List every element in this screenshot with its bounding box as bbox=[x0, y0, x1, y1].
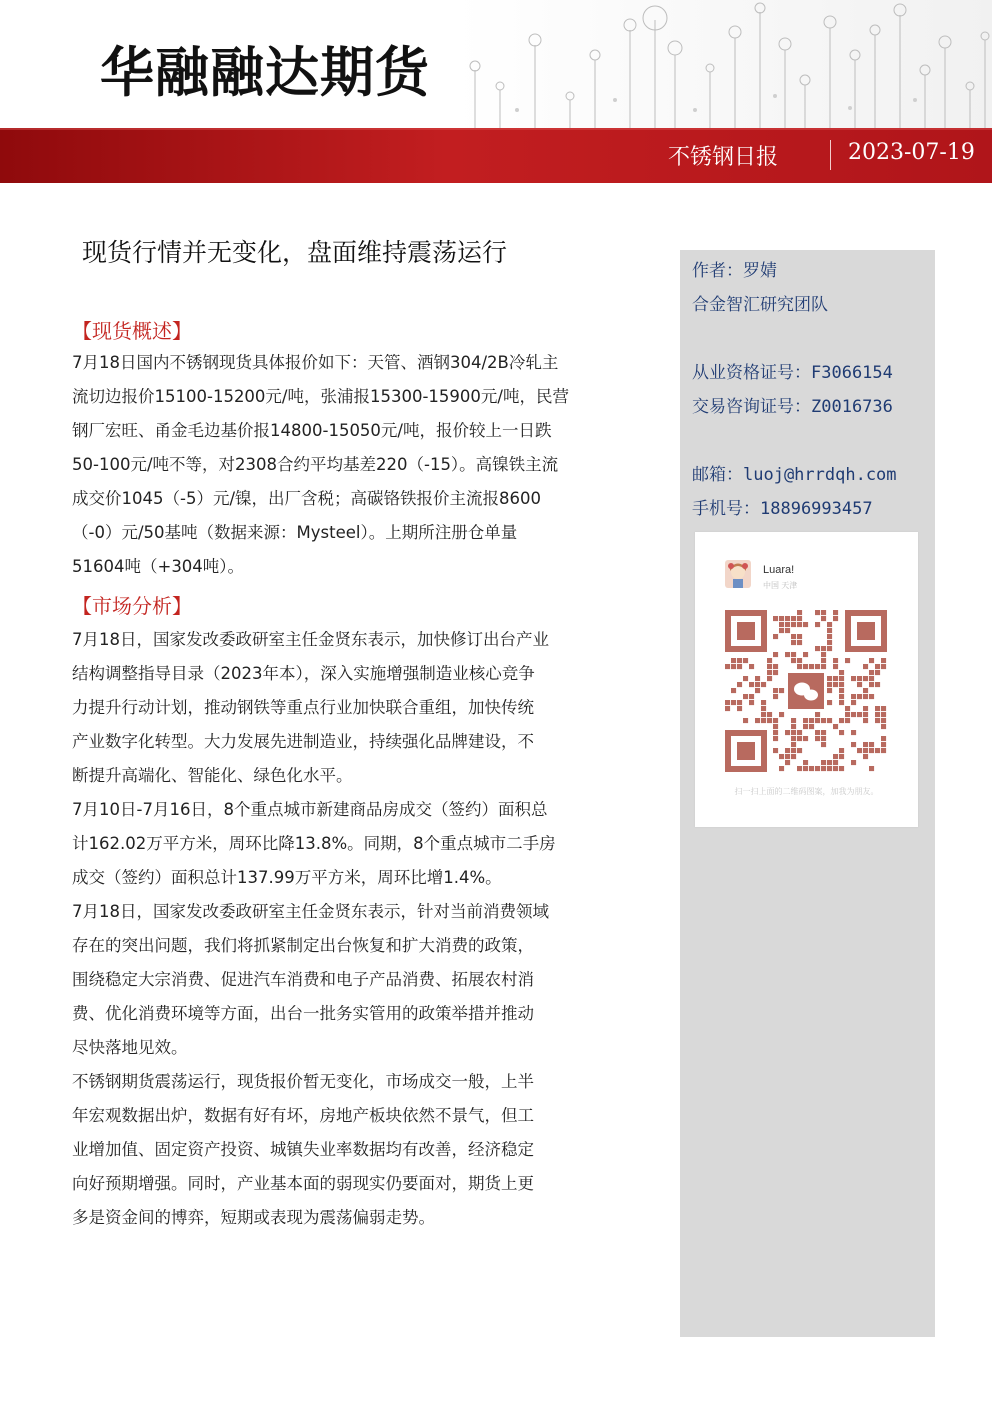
qr-module bbox=[779, 622, 784, 627]
qr-module bbox=[779, 766, 784, 771]
qr-module bbox=[791, 724, 796, 729]
qr-module bbox=[863, 694, 868, 699]
qr-module bbox=[785, 622, 790, 627]
report-type: 不锈钢日报 bbox=[668, 145, 779, 170]
market-paragraph-3 bbox=[72, 895, 617, 1065]
qr-module bbox=[779, 628, 784, 633]
qr-module bbox=[875, 706, 880, 711]
qr-module bbox=[815, 646, 820, 651]
qr-module bbox=[875, 682, 880, 687]
text-line: 力提升行动计划，推动钢铁等重点行业加快联合重组，加快传统 bbox=[72, 698, 534, 717]
qr-module bbox=[779, 712, 784, 717]
qr-module bbox=[851, 760, 856, 765]
text-line: 7月10日-7月16日，8个重点城市新建商品房成交（签约）面积总 bbox=[72, 800, 548, 819]
qr-module bbox=[773, 652, 778, 657]
qr-module bbox=[863, 664, 868, 669]
qr-module bbox=[863, 748, 868, 753]
author-name: 作者：罗婧 bbox=[692, 261, 777, 281]
qr-module bbox=[803, 760, 808, 765]
qr-module bbox=[767, 676, 772, 681]
qr-module bbox=[773, 748, 778, 753]
qr-module bbox=[839, 700, 844, 705]
qr-module bbox=[839, 730, 844, 735]
qr-module bbox=[785, 754, 790, 759]
qr-module bbox=[785, 616, 790, 621]
qr-module bbox=[737, 664, 742, 669]
qr-module bbox=[791, 718, 796, 723]
qr-module bbox=[779, 754, 784, 759]
qr-module bbox=[821, 658, 826, 663]
qr-module bbox=[803, 736, 808, 741]
qr-module bbox=[875, 718, 880, 723]
bar-highlight bbox=[0, 128, 992, 130]
qr-module bbox=[851, 712, 856, 717]
qr-module bbox=[821, 616, 826, 621]
qr-module bbox=[797, 610, 802, 615]
text-line: 流切边报价15100-15200元/吨，张浦报15300-15900元/吨，民营 bbox=[72, 387, 569, 406]
qr-module bbox=[791, 748, 796, 753]
qr-module bbox=[827, 634, 832, 639]
text-line: 业增加值、固定资产投资、城镇失业率数据均有改善，经济稳定 bbox=[72, 1140, 534, 1159]
qr-module bbox=[773, 736, 778, 741]
qr-module bbox=[797, 736, 802, 741]
market-paragraph-2 bbox=[72, 793, 617, 895]
qr-module bbox=[737, 706, 742, 711]
qr-module bbox=[845, 658, 850, 663]
qr-module bbox=[773, 694, 778, 699]
qr-module bbox=[827, 676, 832, 681]
qr-module bbox=[743, 676, 748, 681]
text-line: 向好预期增强。同时，产业基本面的弱现实仍要面对，期货上更 bbox=[72, 1174, 534, 1193]
qr-module bbox=[761, 712, 766, 717]
qr-module bbox=[875, 664, 880, 669]
wechat-qr-card bbox=[695, 532, 918, 827]
qr-module bbox=[773, 730, 778, 735]
text-line: 51604吨（+304吨）。 bbox=[72, 557, 245, 576]
wechat-bubble-icon bbox=[804, 690, 818, 701]
qr-module bbox=[803, 622, 808, 627]
qr-module bbox=[827, 646, 832, 651]
qr-module bbox=[743, 658, 748, 663]
wechat-region: 中国 天津 bbox=[763, 581, 798, 590]
text-line: 50-100元/吨不等，对2308合约平均基差220（-15）。高镍铁主流 bbox=[72, 455, 559, 474]
decorative-circles-graphic bbox=[455, 0, 992, 128]
text-line: 7月18日国内不锈钢现货具体报价如下：天管、酒钢304/2B冷轧主 bbox=[72, 353, 559, 372]
qr-module bbox=[833, 754, 838, 759]
market-paragraph-4 bbox=[72, 1065, 617, 1235]
qr-module bbox=[755, 682, 760, 687]
qr-module bbox=[827, 640, 832, 645]
qr-module bbox=[797, 748, 802, 753]
text-line: 7月18日，国家发改委政研室主任金贤东表示，针对当前消费领域 bbox=[72, 902, 549, 921]
qr-module bbox=[863, 676, 868, 681]
qr-module bbox=[815, 766, 820, 771]
text-line: 存在的突出问题，我们将抓紧制定出台恢复和扩大消费的政策， bbox=[72, 936, 534, 955]
text-line: 费、优化消费环境等方面，出台一批务实管用的政策举措并推动 bbox=[72, 1004, 534, 1023]
qr-module bbox=[791, 640, 796, 645]
qr-module bbox=[797, 730, 802, 735]
qr-module bbox=[761, 706, 766, 711]
qr-module bbox=[785, 748, 790, 753]
qr-module bbox=[725, 706, 730, 711]
qr-module bbox=[833, 664, 838, 669]
qr-module bbox=[833, 610, 838, 615]
qr-module bbox=[797, 658, 802, 663]
qr-module bbox=[809, 664, 814, 669]
text-line: 围绕稳定大宗消费、促进汽车消费和电子产品消费、拓展农村消 bbox=[72, 970, 534, 989]
text-line: （-0）元/50基吨（数据来源：Mysteel）。上期所注册仓单量 bbox=[72, 523, 518, 542]
qr-module bbox=[815, 712, 820, 717]
report-title-bar bbox=[0, 128, 992, 183]
qr-module bbox=[809, 724, 814, 729]
license-number: 从业资格证号：F3066154 bbox=[692, 363, 893, 383]
qr-module bbox=[791, 652, 796, 657]
text-line: 钢厂宏旺、甬金毛边基价报14800-15050元/吨，报价较上一日跌 bbox=[72, 421, 552, 440]
qr-module bbox=[773, 718, 778, 723]
qr-module bbox=[821, 718, 826, 723]
qr-module bbox=[833, 760, 838, 765]
qr-caption: 扫一扫上面的二维码图案，加我为朋友。 bbox=[734, 787, 879, 796]
qr-module bbox=[851, 730, 856, 735]
qr-module bbox=[773, 724, 778, 729]
wechat-name: Luara! bbox=[763, 564, 795, 576]
qr-module bbox=[749, 664, 754, 669]
qr-module bbox=[869, 742, 874, 747]
qr-module bbox=[821, 664, 826, 669]
text-line: 计162.02万平方米，周环比降13.8%。同期，8个重点城市二手房 bbox=[72, 834, 556, 853]
qr-module bbox=[779, 616, 784, 621]
qr-module bbox=[767, 718, 772, 723]
section-title-spot: 【现货概述】 bbox=[72, 319, 192, 343]
qr-module bbox=[797, 640, 802, 645]
qr-module bbox=[869, 766, 874, 771]
qr-module bbox=[875, 670, 880, 675]
qr-module bbox=[827, 700, 832, 705]
qr-module bbox=[845, 712, 850, 717]
qr-module bbox=[881, 664, 886, 669]
qr-module bbox=[881, 742, 886, 747]
qr-module bbox=[755, 676, 760, 681]
qr-module bbox=[791, 730, 796, 735]
avatar-girl-icon bbox=[725, 560, 751, 588]
qr-module bbox=[809, 766, 814, 771]
qr-module bbox=[797, 622, 802, 627]
text-line: 断提升高端化、智能化、绿色化水平。 bbox=[72, 766, 353, 785]
qr-module bbox=[725, 700, 730, 705]
qr-module bbox=[815, 736, 820, 741]
report-date: 2023-07-19 bbox=[848, 140, 975, 165]
section-title-market: 【市场分析】 bbox=[72, 594, 192, 618]
qr-module bbox=[863, 712, 868, 717]
qr-finder-inner bbox=[737, 742, 755, 760]
qr-module bbox=[731, 700, 736, 705]
qr-module bbox=[821, 760, 826, 765]
qr-module bbox=[785, 628, 790, 633]
qr-module bbox=[821, 730, 826, 735]
qr-module bbox=[839, 670, 844, 675]
wechat-qr-code[interactable] bbox=[725, 610, 887, 772]
qr-module bbox=[833, 676, 838, 681]
qr-module bbox=[881, 748, 886, 753]
qr-module bbox=[815, 610, 820, 615]
qr-module bbox=[821, 736, 826, 741]
qr-module bbox=[815, 622, 820, 627]
qr-module bbox=[821, 610, 826, 615]
qr-module bbox=[881, 736, 886, 741]
qr-module bbox=[857, 676, 862, 681]
qr-module bbox=[803, 718, 808, 723]
qr-module bbox=[773, 688, 778, 693]
qr-module bbox=[869, 682, 874, 687]
qr-module bbox=[773, 670, 778, 675]
qr-module bbox=[791, 754, 796, 759]
qr-module bbox=[743, 718, 748, 723]
qr-module bbox=[791, 634, 796, 639]
qr-module bbox=[797, 766, 802, 771]
qr-module bbox=[803, 664, 808, 669]
qr-module bbox=[827, 766, 832, 771]
qr-module bbox=[797, 616, 802, 621]
qr-module bbox=[827, 760, 832, 765]
qr-module bbox=[875, 748, 880, 753]
qr-module bbox=[767, 664, 772, 669]
qr-module bbox=[761, 682, 766, 687]
qr-finder-inner bbox=[857, 622, 875, 640]
qr-module bbox=[773, 664, 778, 669]
text-line: 产业数字化转型。大力发展先进制造业，持续强化品牌建设，不 bbox=[72, 732, 534, 751]
qr-module bbox=[875, 712, 880, 717]
text-line: 成交价1045（-5）元/镍，出厂含税；高碳铬铁报价主流报8600 bbox=[72, 489, 541, 508]
qr-module bbox=[791, 616, 796, 621]
qr-module bbox=[803, 766, 808, 771]
qr-module bbox=[827, 682, 832, 687]
qr-module bbox=[851, 700, 856, 705]
qr-module bbox=[839, 748, 844, 753]
qr-module bbox=[869, 748, 874, 753]
qr-module bbox=[851, 742, 856, 747]
qr-module bbox=[797, 664, 802, 669]
avatar bbox=[725, 560, 751, 588]
qr-module bbox=[797, 634, 802, 639]
qr-module bbox=[785, 652, 790, 657]
qr-module bbox=[791, 736, 796, 741]
qr-module bbox=[755, 718, 760, 723]
phone-number[interactable]: 手机号：18896993457 bbox=[692, 499, 873, 519]
qr-module bbox=[821, 766, 826, 771]
company-logo-text: 华融融达期货 bbox=[100, 41, 430, 104]
qr-module bbox=[845, 718, 850, 723]
qr-module bbox=[809, 718, 814, 723]
report-headline: 现货行情并无变化，盘面维持震荡运行 bbox=[82, 238, 508, 267]
qr-module bbox=[731, 658, 736, 663]
qr-module bbox=[827, 718, 832, 723]
consult-license-number: 交易咨询证号：Z0016736 bbox=[692, 397, 893, 417]
qr-module bbox=[839, 688, 844, 693]
team-name: 合金智汇研究团队 bbox=[692, 295, 828, 315]
qr-module bbox=[821, 742, 826, 747]
qr-module bbox=[815, 664, 820, 669]
qr-module bbox=[839, 676, 844, 681]
qr-module bbox=[749, 694, 754, 699]
qr-module bbox=[863, 718, 868, 723]
title-separator bbox=[830, 140, 831, 170]
qr-module bbox=[791, 658, 796, 663]
qr-module bbox=[767, 658, 772, 663]
qr-module bbox=[785, 730, 790, 735]
qr-module bbox=[815, 730, 820, 735]
qr-module bbox=[881, 724, 886, 729]
qr-module bbox=[869, 676, 874, 681]
qr-module bbox=[869, 670, 874, 675]
qr-finder-inner bbox=[737, 622, 755, 640]
qr-module bbox=[749, 700, 754, 705]
email-address[interactable]: 邮箱：luoj@hrrdqh.com bbox=[692, 465, 897, 485]
text-line: 不锈钢期货震荡运行，现货报价暂无变化，市场成交一般，上半 bbox=[72, 1072, 534, 1091]
qr-module bbox=[737, 700, 742, 705]
qr-module bbox=[773, 634, 778, 639]
qr-module bbox=[869, 658, 874, 663]
qr-module bbox=[791, 622, 796, 627]
qr-module bbox=[773, 616, 778, 621]
header bbox=[0, 0, 992, 128]
qr-module bbox=[827, 628, 832, 633]
qr-module bbox=[803, 652, 808, 657]
qr-module bbox=[863, 754, 868, 759]
qr-module bbox=[749, 682, 754, 687]
qr-module bbox=[731, 688, 736, 693]
qr-module bbox=[839, 682, 844, 687]
qr-module bbox=[833, 724, 838, 729]
qr-module bbox=[863, 742, 868, 747]
qr-module bbox=[857, 694, 862, 699]
qr-module bbox=[845, 706, 850, 711]
qr-module bbox=[767, 670, 772, 675]
qr-module bbox=[881, 706, 886, 711]
qr-module bbox=[821, 646, 826, 651]
qr-module bbox=[725, 664, 730, 669]
qr-module bbox=[863, 706, 868, 711]
text-line: 7月18日，国家发改委政研室主任金贤东表示，加快修订出台产业 bbox=[72, 630, 549, 649]
qr-module bbox=[863, 688, 868, 693]
qr-module bbox=[803, 724, 808, 729]
qr-module bbox=[737, 658, 742, 663]
qr-module bbox=[851, 694, 856, 699]
qr-module bbox=[833, 682, 838, 687]
text-line: 多是资金间的博弈，短期或表现为震荡偏弱走势。 bbox=[72, 1208, 435, 1227]
qr-module bbox=[761, 718, 766, 723]
text-line: 尽快落地见效。 bbox=[72, 1038, 188, 1057]
text-line: 结构调整指导目录（2023年本），深入实施增强制造业核心竞争 bbox=[72, 664, 535, 683]
qr-module bbox=[815, 718, 820, 723]
qr-module bbox=[767, 712, 772, 717]
qr-module bbox=[881, 658, 886, 663]
qr-module bbox=[737, 682, 742, 687]
qr-module bbox=[833, 658, 838, 663]
qr-module bbox=[779, 688, 784, 693]
qr-module bbox=[821, 652, 826, 657]
qr-module bbox=[761, 700, 766, 705]
qr-module bbox=[791, 742, 796, 747]
qr-module bbox=[869, 694, 874, 699]
qr-module bbox=[881, 712, 886, 717]
qr-module bbox=[785, 760, 790, 765]
qr-module bbox=[839, 694, 844, 699]
qr-module bbox=[857, 682, 862, 687]
text-line: 成交（签约）面积总计137.99万平方米，周环比增1.4%。 bbox=[72, 868, 502, 887]
qr-module bbox=[827, 622, 832, 627]
qr-module bbox=[833, 766, 838, 771]
market-paragraph-1 bbox=[72, 623, 617, 793]
qr-module bbox=[827, 688, 832, 693]
qr-module bbox=[755, 688, 760, 693]
qr-module bbox=[839, 754, 844, 759]
spot-paragraph bbox=[72, 346, 617, 584]
qr-module bbox=[731, 664, 736, 669]
qr-module bbox=[851, 676, 856, 681]
qr-module bbox=[833, 616, 838, 621]
qr-module bbox=[839, 718, 844, 723]
qr-module bbox=[857, 712, 862, 717]
qr-module bbox=[839, 766, 844, 771]
qr-module bbox=[881, 718, 886, 723]
qr-module bbox=[857, 748, 862, 753]
qr-module bbox=[743, 694, 748, 699]
text-line: 年宏观数据出炉，数据有好有坏，房地产板块依然不景气，但工 bbox=[72, 1106, 534, 1125]
